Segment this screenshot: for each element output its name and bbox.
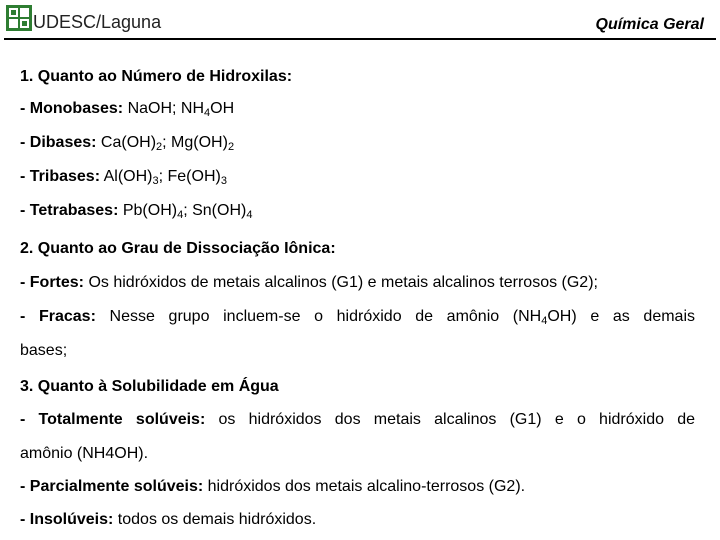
fracas-sub: 4	[541, 315, 548, 327]
total-cont-sub: 4	[105, 445, 115, 462]
tribases-text-b: ; Fe(OH)	[158, 168, 221, 185]
insoluveis-label: - Insolúveis:	[20, 511, 114, 528]
monobases-line	[20, 100, 234, 118]
section-2-heading: 2. Quanto ao Grau de Dissociação Iônica:	[20, 240, 336, 257]
section-3-heading: 3. Quanto à Solubilidade em Água	[20, 378, 279, 395]
parcialmente-soluveis-line	[20, 478, 525, 496]
parcialmente-soluveis-text: hidróxidos dos metais alcalino-terrosos (G2).	[203, 478, 526, 495]
fortes-label: - Fortes:	[20, 274, 84, 291]
fracas-text-b: OH) e as demais	[547, 308, 695, 325]
total-cont-text-b: OH).	[114, 445, 149, 462]
header-divider	[4, 38, 716, 40]
slide-header	[0, 0, 720, 42]
dibases-text-b: ; Mg(OH)	[162, 134, 228, 151]
totalmente-soluveis-text: os hidróxidos dos metais alcalinos (G1) e o hidróxido de	[205, 411, 695, 428]
parcialmente-soluveis-label: - Parcialmente solúveis:	[20, 478, 204, 495]
tribases-label: - Tribases:	[20, 168, 101, 185]
tetrabases-sub-2: 4	[246, 209, 253, 221]
fracas-label: - Fracas:	[20, 308, 96, 325]
dibases-line	[20, 134, 234, 152]
dibases-label: - Dibases:	[20, 134, 97, 151]
totalmente-soluveis-label: - Totalmente solúveis:	[20, 411, 206, 428]
monobases-sub: 4	[204, 107, 211, 119]
course-title: Química Geral	[595, 16, 704, 33]
monobases-label: - Monobases:	[20, 100, 124, 117]
fracas-text-a: Nesse grupo incluem-se o hidróxido de amônio (NH	[95, 308, 542, 325]
section-1-heading: 1. Quanto ao Número de Hidroxilas:	[20, 68, 293, 85]
institution-name: UDESC/Laguna	[33, 12, 162, 32]
tetrabases-sub-1: 4	[177, 209, 184, 221]
fortes-line	[20, 274, 598, 292]
tetrabases-label: - Tetrabases:	[20, 202, 119, 219]
tribases-line	[20, 168, 227, 186]
insoluveis-text: todos os demais hidróxidos.	[113, 511, 317, 528]
insoluveis-line	[20, 511, 316, 529]
dibases-sub-2: 2	[227, 141, 235, 153]
fracas-line	[20, 308, 695, 326]
monobases-text-b: OH	[210, 100, 235, 117]
tetrabases-text-b: ; Sn(OH)	[183, 202, 247, 219]
tribases-sub-2: 3	[220, 175, 227, 187]
totalmente-soluveis-line	[20, 411, 695, 429]
tetrabases-line	[20, 202, 252, 220]
dibases-sub-1: 2	[156, 141, 163, 153]
dibases-text-a: Ca(OH)	[96, 134, 157, 151]
totalmente-soluveis-continuation	[20, 445, 148, 463]
monobases-text-a: NaOH; NH	[123, 100, 205, 117]
tetrabases-text-a: Pb(OH)	[118, 202, 178, 219]
fracas-continuation: bases;	[20, 342, 68, 359]
tribases-text-a: Al(OH)	[100, 168, 153, 185]
fortes-text: Os hidróxidos de metais alcalinos (G1) e metais alcalinos terrosos (G2);	[84, 274, 598, 291]
udesc-logo-icon	[6, 5, 32, 31]
total-cont-text-a: amônio (NH	[20, 445, 106, 462]
tribases-sub-1: 3	[152, 175, 159, 187]
